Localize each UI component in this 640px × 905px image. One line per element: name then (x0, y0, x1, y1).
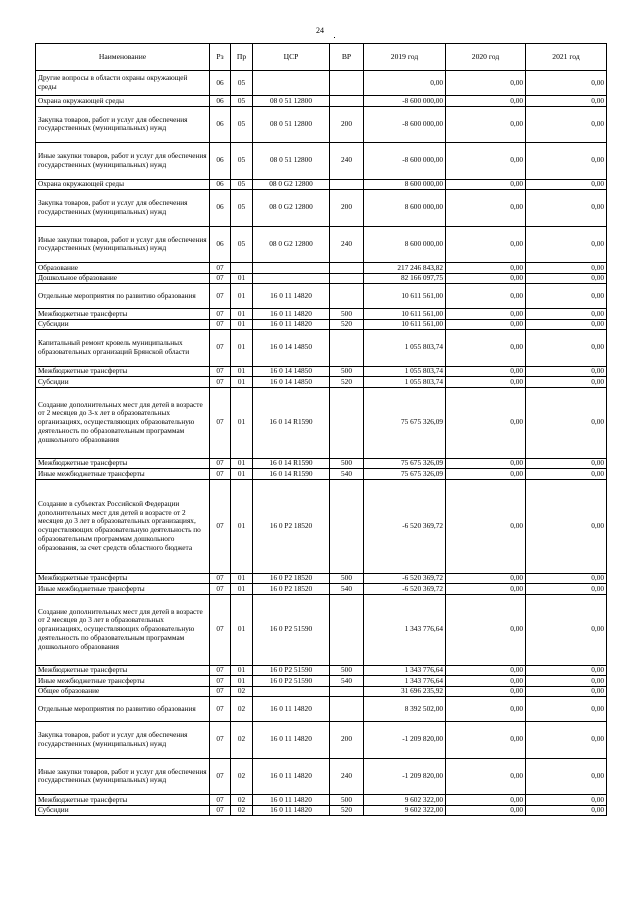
cell-rz: 07 (210, 795, 231, 806)
column-header-name: Наименование (36, 44, 210, 71)
cell-pr: 01 (231, 319, 253, 330)
table-row (36, 96, 607, 107)
cell-2021: 0,00 (526, 190, 607, 227)
table-row (36, 309, 607, 320)
cell-2019: 217 246 843,82 (364, 263, 446, 274)
cell-2020: 0,00 (446, 179, 526, 190)
cell-2021: 0,00 (526, 71, 607, 96)
cell-pr: 01 (231, 479, 253, 573)
cell-2019: 10 611 561,00 (364, 309, 446, 320)
cell-pr: 02 (231, 795, 253, 806)
cell-2019: 10 611 561,00 (364, 319, 446, 330)
cell-2021: 0,00 (526, 665, 607, 676)
cell-name: Охрана окружающей среды (36, 96, 210, 107)
cell-rz: 07 (210, 366, 231, 377)
cell-2020: 0,00 (446, 584, 526, 595)
column-header-rz: Рз (210, 44, 231, 71)
table-row (36, 273, 607, 284)
cell-2021: 0,00 (526, 387, 607, 458)
cell-vr: 540 (330, 469, 364, 480)
cell-pr: 01 (231, 387, 253, 458)
cell-2019: -6 520 369,72 (364, 573, 446, 584)
cell-pr: 05 (231, 190, 253, 227)
cell-2021: 0,00 (526, 479, 607, 573)
cell-name: Общее образование (36, 686, 210, 697)
table-row (36, 686, 607, 697)
cell-rz: 07 (210, 319, 231, 330)
cell-pr: 02 (231, 697, 253, 722)
budget-table-body (36, 71, 607, 816)
cell-vr (330, 96, 364, 107)
cell-rz: 07 (210, 330, 231, 367)
cell-rz: 07 (210, 263, 231, 274)
budget-table (35, 43, 607, 816)
table-row (36, 479, 607, 573)
cell-pr: 01 (231, 676, 253, 687)
table-row (36, 71, 607, 96)
cell-2020: 0,00 (446, 387, 526, 458)
cell-csr: 16 0 11 14820 (253, 319, 330, 330)
cell-2019: 31 696 235,92 (364, 686, 446, 697)
cell-name: Межбюджетные трансферты (36, 458, 210, 469)
cell-2021: 0,00 (526, 319, 607, 330)
table-row (36, 319, 607, 330)
cell-2019: -8 600 000,00 (364, 96, 446, 107)
cell-vr (330, 273, 364, 284)
cell-csr: 16 0 11 14820 (253, 309, 330, 320)
cell-name: Создание в субъектах Российской Федерации дополнительных мест для детей в возрасте от 2 месяцев до 3 лет в образовательных организациях, осуществляющих образовательную деятельность по образовательным программам дошкольного образования, за счет средств областного бюджета (36, 479, 210, 573)
cell-name: Субсидии (36, 805, 210, 816)
table-row (36, 594, 607, 665)
cell-2019: 1 343 776,64 (364, 676, 446, 687)
cell-name: Другие вопросы в области охраны окружающей среды (36, 71, 210, 96)
cell-csr: 08 0 G2 12800 (253, 179, 330, 190)
cell-csr (253, 273, 330, 284)
cell-rz: 07 (210, 284, 231, 309)
cell-2021: 0,00 (526, 458, 607, 469)
cell-csr: 08 0 51 12800 (253, 143, 330, 180)
cell-csr: 16 0 11 14820 (253, 805, 330, 816)
cell-csr: 08 0 51 12800 (253, 106, 330, 143)
cell-2019: 1 055 803,74 (364, 330, 446, 367)
cell-name: Закупка товаров, работ и услуг для обеспечения государственных (муниципальных) нужд (36, 106, 210, 143)
column-header-vr: ВР (330, 44, 364, 71)
cell-2019: -6 520 369,72 (364, 584, 446, 595)
cell-pr (231, 263, 253, 274)
cell-pr: 01 (231, 273, 253, 284)
cell-pr: 01 (231, 594, 253, 665)
table-row (36, 458, 607, 469)
cell-2019: -8 600 000,00 (364, 106, 446, 143)
cell-2020: 0,00 (446, 263, 526, 274)
cell-name: Межбюджетные трансферты (36, 573, 210, 584)
cell-2020: 0,00 (446, 106, 526, 143)
cell-pr: 05 (231, 71, 253, 96)
cell-2021: 0,00 (526, 309, 607, 320)
cell-2019: 8 600 000,00 (364, 179, 446, 190)
cell-vr: 520 (330, 319, 364, 330)
cell-pr: 01 (231, 377, 253, 388)
cell-vr (330, 697, 364, 722)
cell-pr: 05 (231, 106, 253, 143)
cell-2019: 1 055 803,74 (364, 366, 446, 377)
cell-rz: 06 (210, 226, 231, 263)
cell-2019: 0,00 (364, 71, 446, 96)
cell-pr: 01 (231, 330, 253, 367)
cell-2020: 0,00 (446, 273, 526, 284)
table-row (36, 469, 607, 480)
cell-rz: 07 (210, 273, 231, 284)
table-row (36, 573, 607, 584)
table-row (36, 179, 607, 190)
cell-vr (330, 387, 364, 458)
cell-2021: 0,00 (526, 469, 607, 480)
cell-2021: 0,00 (526, 686, 607, 697)
cell-name: Иные межбюджетные трансферты (36, 469, 210, 480)
cell-pr: 01 (231, 573, 253, 584)
cell-pr: 01 (231, 284, 253, 309)
cell-2019: -1 209 820,00 (364, 758, 446, 795)
cell-2021: 0,00 (526, 96, 607, 107)
cell-name: Отдельные мероприятия по развитию образования (36, 284, 210, 309)
cell-name: Иные межбюджетные трансферты (36, 676, 210, 687)
cell-name: Межбюджетные трансферты (36, 309, 210, 320)
cell-rz: 06 (210, 71, 231, 96)
table-row (36, 665, 607, 676)
cell-2019: -6 520 369,72 (364, 479, 446, 573)
cell-pr: 05 (231, 226, 253, 263)
cell-2020: 0,00 (446, 479, 526, 573)
cell-csr: 16 0 11 14820 (253, 795, 330, 806)
cell-2021: 0,00 (526, 722, 607, 759)
cell-rz: 07 (210, 665, 231, 676)
table-row (36, 366, 607, 377)
cell-2019: 9 602 322,00 (364, 795, 446, 806)
cell-2021: 0,00 (526, 273, 607, 284)
cell-2021: 0,00 (526, 226, 607, 263)
cell-vr (330, 179, 364, 190)
table-row (36, 190, 607, 227)
cell-2021: 0,00 (526, 594, 607, 665)
cell-2020: 0,00 (446, 758, 526, 795)
cell-rz: 07 (210, 458, 231, 469)
cell-rz: 07 (210, 758, 231, 795)
cell-rz: 07 (210, 722, 231, 759)
cell-vr: 540 (330, 584, 364, 595)
cell-vr: 500 (330, 795, 364, 806)
cell-2020: 0,00 (446, 573, 526, 584)
cell-csr: 16 0 P2 51590 (253, 665, 330, 676)
cell-2021: 0,00 (526, 284, 607, 309)
column-header-2020: 2020 год (446, 44, 526, 71)
table-row (36, 284, 607, 309)
cell-vr: 540 (330, 676, 364, 687)
cell-pr: 01 (231, 309, 253, 320)
cell-2020: 0,00 (446, 284, 526, 309)
cell-rz: 06 (210, 106, 231, 143)
column-header-2019: 2019 год (364, 44, 446, 71)
cell-vr: 200 (330, 190, 364, 227)
cell-2019: 75 675 326,09 (364, 469, 446, 480)
cell-pr: 05 (231, 179, 253, 190)
cell-csr: 16 0 14 14850 (253, 366, 330, 377)
cell-vr: 200 (330, 722, 364, 759)
cell-2020: 0,00 (446, 96, 526, 107)
cell-2019: 82 166 097,75 (364, 273, 446, 284)
cell-2021: 0,00 (526, 263, 607, 274)
cell-vr (330, 594, 364, 665)
cell-vr (330, 686, 364, 697)
cell-name: Образование (36, 263, 210, 274)
cell-vr: 500 (330, 309, 364, 320)
cell-2021: 0,00 (526, 697, 607, 722)
cell-name: Дошкольное образование (36, 273, 210, 284)
cell-2019: 8 600 000,00 (364, 226, 446, 263)
cell-vr: 500 (330, 573, 364, 584)
table-row (36, 758, 607, 795)
cell-pr: 01 (231, 366, 253, 377)
cell-rz: 06 (210, 143, 231, 180)
cell-2019: 1 055 803,74 (364, 377, 446, 388)
cell-2020: 0,00 (446, 366, 526, 377)
cell-2021: 0,00 (526, 106, 607, 143)
column-header-csr: ЦСР (253, 44, 330, 71)
cell-2019: 8 392 502,00 (364, 697, 446, 722)
cell-csr (253, 686, 330, 697)
cell-pr: 02 (231, 722, 253, 759)
cell-pr: 02 (231, 805, 253, 816)
cell-csr: 16 0 P2 51590 (253, 676, 330, 687)
cell-rz: 07 (210, 479, 231, 573)
cell-2020: 0,00 (446, 805, 526, 816)
cell-name: Охрана окружающей среды (36, 179, 210, 190)
table-row (36, 805, 607, 816)
cell-vr: 240 (330, 226, 364, 263)
cell-rz: 06 (210, 190, 231, 227)
cell-2021: 0,00 (526, 795, 607, 806)
cell-vr: 500 (330, 366, 364, 377)
cell-csr (253, 263, 330, 274)
cell-csr: 16 0 11 14820 (253, 697, 330, 722)
table-row (36, 676, 607, 687)
cell-2019: 75 675 326,09 (364, 387, 446, 458)
cell-name: Закупка товаров, работ и услуг для обеспечения государственных (муниципальных) нужд (36, 722, 210, 759)
cell-pr: 05 (231, 96, 253, 107)
cell-2019: 10 611 561,00 (364, 284, 446, 309)
cell-rz: 07 (210, 805, 231, 816)
cell-csr: 16 0 P2 18520 (253, 573, 330, 584)
column-header-pr: Пр (231, 44, 253, 71)
cell-name: Межбюджетные трансферты (36, 366, 210, 377)
cell-2020: 0,00 (446, 319, 526, 330)
cell-2020: 0,00 (446, 594, 526, 665)
cell-name: Капитальный ремонт кровель муниципальных образовательных организаций Брянской области (36, 330, 210, 367)
cell-2019: 9 602 322,00 (364, 805, 446, 816)
cell-rz: 07 (210, 697, 231, 722)
cell-csr: 08 0 G2 12800 (253, 190, 330, 227)
cell-2020: 0,00 (446, 686, 526, 697)
cell-vr: 200 (330, 106, 364, 143)
cell-2020: 0,00 (446, 143, 526, 180)
cell-2020: 0,00 (446, 226, 526, 263)
cell-vr: 240 (330, 143, 364, 180)
cell-name: Иные закупки товаров, работ и услуг для обеспечения государственных (муниципальных) нужд (36, 758, 210, 795)
cell-2019: -1 209 820,00 (364, 722, 446, 759)
cell-pr: 01 (231, 665, 253, 676)
cell-vr (330, 263, 364, 274)
cell-pr: 01 (231, 584, 253, 595)
cell-2021: 0,00 (526, 179, 607, 190)
cell-2020: 0,00 (446, 458, 526, 469)
cell-name: Иные межбюджетные трансферты (36, 584, 210, 595)
cell-rz: 06 (210, 179, 231, 190)
cell-rz: 07 (210, 469, 231, 480)
cell-csr (253, 71, 330, 96)
cell-csr: 16 0 P2 18520 (253, 584, 330, 595)
cell-rz: 07 (210, 377, 231, 388)
cell-pr: 01 (231, 458, 253, 469)
cell-name: Субсидии (36, 377, 210, 388)
cell-2021: 0,00 (526, 330, 607, 367)
cell-rz: 07 (210, 686, 231, 697)
cell-csr: 16 0 P2 18520 (253, 479, 330, 573)
cell-2021: 0,00 (526, 758, 607, 795)
cell-2021: 0,00 (526, 573, 607, 584)
table-header-row (36, 44, 607, 71)
cell-pr: 05 (231, 143, 253, 180)
table-row (36, 377, 607, 388)
cell-vr: 520 (330, 377, 364, 388)
cell-rz: 07 (210, 584, 231, 595)
cell-2021: 0,00 (526, 377, 607, 388)
table-row (36, 697, 607, 722)
cell-vr (330, 71, 364, 96)
table-row (36, 263, 607, 274)
table-row (36, 106, 607, 143)
cell-vr (330, 284, 364, 309)
cell-rz: 07 (210, 676, 231, 687)
cell-name: Отдельные мероприятия по развитию образования (36, 697, 210, 722)
page-number: 24 (316, 26, 324, 35)
table-row (36, 330, 607, 367)
cell-vr: 520 (330, 805, 364, 816)
cell-2020: 0,00 (446, 309, 526, 320)
cell-csr: 08 0 51 12800 (253, 96, 330, 107)
cell-2019: 1 343 776,64 (364, 665, 446, 676)
cell-name: Межбюджетные трансферты (36, 665, 210, 676)
cell-pr: 02 (231, 758, 253, 795)
cell-name: Создание дополнительных мест для детей в возрасте от 2 месяцев до 3-х лет в образовательных организациях, осуществляющих образовательную деятельность по образовательным программам дошкольного образования (36, 387, 210, 458)
table-row (36, 722, 607, 759)
cell-2020: 0,00 (446, 71, 526, 96)
cell-csr: 16 0 14 R1590 (253, 469, 330, 480)
table-row (36, 226, 607, 263)
table-row (36, 387, 607, 458)
cell-2020: 0,00 (446, 665, 526, 676)
cell-vr: 500 (330, 665, 364, 676)
cell-2020: 0,00 (446, 722, 526, 759)
cell-2019: 1 343 776,64 (364, 594, 446, 665)
cell-name: Иные закупки товаров, работ и услуг для обеспечения государственных (муниципальных) нужд (36, 226, 210, 263)
cell-csr: 16 0 11 14820 (253, 284, 330, 309)
cell-2020: 0,00 (446, 795, 526, 806)
cell-rz: 07 (210, 387, 231, 458)
cell-2021: 0,00 (526, 584, 607, 595)
cell-name: Субсидии (36, 319, 210, 330)
cell-csr: 16 0 14 14850 (253, 377, 330, 388)
cell-vr: 240 (330, 758, 364, 795)
table-row (36, 584, 607, 595)
cell-name: Создание дополнительных мест для детей в возрасте от 2 месяцев до 3 лет в образовательных организациях, осуществляющих образовательную деятельность по образовательным программам дошкольного образования (36, 594, 210, 665)
cell-csr: 16 0 11 14820 (253, 722, 330, 759)
scan-speck (334, 37, 335, 38)
column-header-2021: 2021 год (526, 44, 607, 71)
cell-2020: 0,00 (446, 676, 526, 687)
table-row (36, 795, 607, 806)
cell-rz: 07 (210, 573, 231, 584)
cell-2020: 0,00 (446, 330, 526, 367)
cell-csr: 16 0 11 14820 (253, 758, 330, 795)
cell-name: Иные закупки товаров, работ и услуг для обеспечения государственных (муниципальных) нужд (36, 143, 210, 180)
cell-rz: 07 (210, 309, 231, 320)
table-row (36, 143, 607, 180)
cell-2019: 75 675 326,09 (364, 458, 446, 469)
cell-csr: 16 0 14 R1590 (253, 458, 330, 469)
cell-csr: 16 0 14 R1590 (253, 387, 330, 458)
cell-2021: 0,00 (526, 805, 607, 816)
cell-2021: 0,00 (526, 366, 607, 377)
cell-2020: 0,00 (446, 469, 526, 480)
cell-name: Межбюджетные трансферты (36, 795, 210, 806)
cell-rz: 06 (210, 96, 231, 107)
cell-vr (330, 479, 364, 573)
cell-vr (330, 330, 364, 367)
cell-2020: 0,00 (446, 697, 526, 722)
cell-2020: 0,00 (446, 190, 526, 227)
cell-csr: 16 0 14 14850 (253, 330, 330, 367)
cell-vr: 500 (330, 458, 364, 469)
cell-2019: -8 600 000,00 (364, 143, 446, 180)
cell-csr: 08 0 G2 12800 (253, 226, 330, 263)
cell-2019: 8 600 000,00 (364, 190, 446, 227)
cell-pr: 01 (231, 469, 253, 480)
cell-2021: 0,00 (526, 143, 607, 180)
cell-rz: 07 (210, 594, 231, 665)
cell-csr: 16 0 P2 51590 (253, 594, 330, 665)
cell-2020: 0,00 (446, 377, 526, 388)
cell-name: Закупка товаров, работ и услуг для обеспечения государственных (муниципальных) нужд (36, 190, 210, 227)
cell-2021: 0,00 (526, 676, 607, 687)
cell-pr: 02 (231, 686, 253, 697)
